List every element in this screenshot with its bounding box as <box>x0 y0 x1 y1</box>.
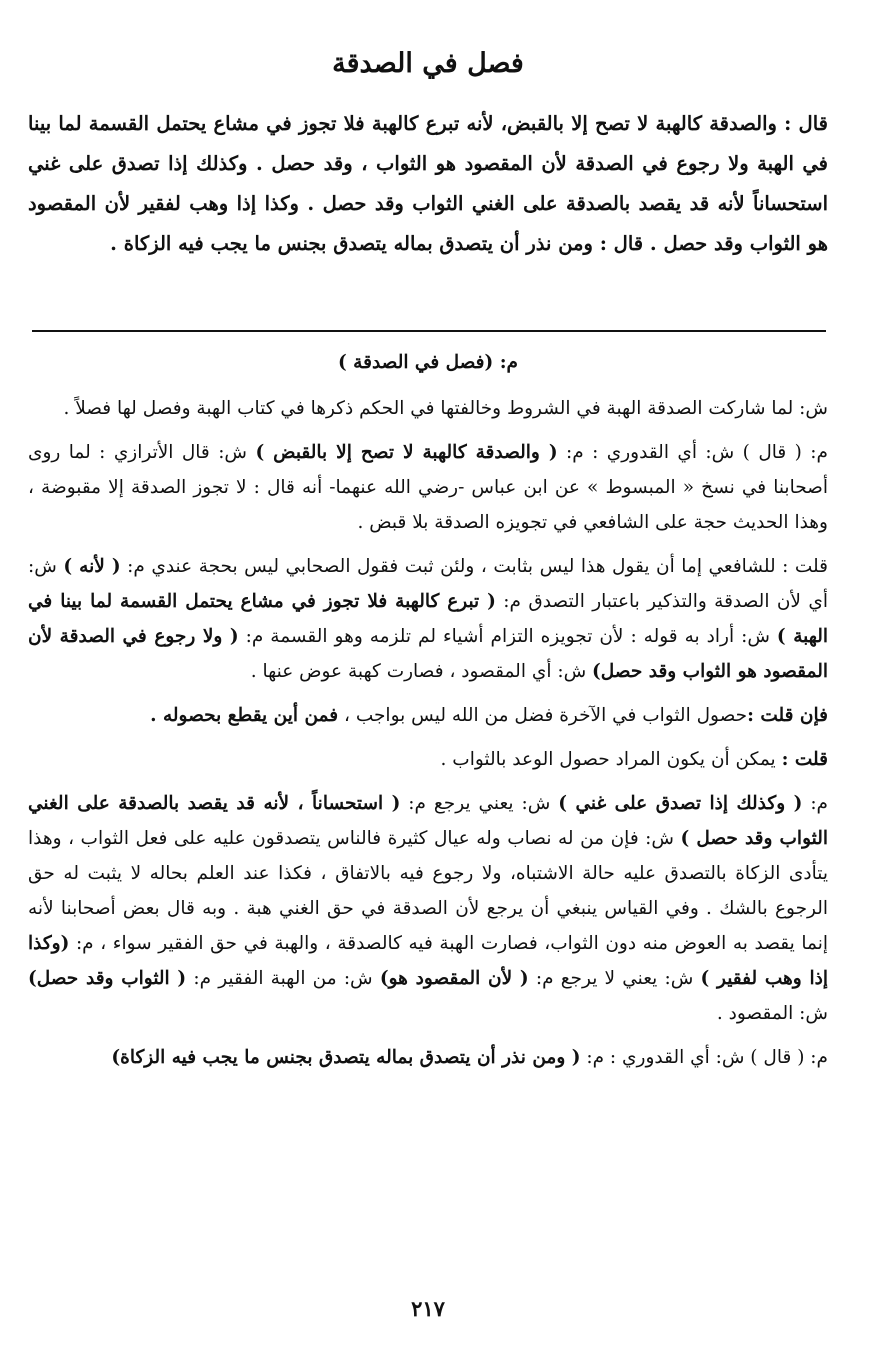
page-number: ٢١٧ <box>411 1296 445 1321</box>
commentary-text: ش: أي المقصود ، فصارت كهبة عوض عنها . <box>250 661 593 682</box>
quoted-matn: (وكذا إذا وهب لفقير ) <box>28 933 828 989</box>
commentary-text: ش: يعني يرجع م: <box>400 793 559 814</box>
commentary-text: ش: يعني لا يرجع م: <box>528 968 701 989</box>
commentary-text: قلت : للشافعي إما أن يقول هذا ليس بثابت ، ولئن ثبت فقول الصحابي ليس بحجة عندي م: <box>120 556 828 577</box>
quoted-matn: ( تبرع كالهبة فلا تجوز في مشاع يحتمل القسمة لما بينا في الهبة ) <box>28 591 829 647</box>
chapter-title: فصل في الصدقة <box>332 48 524 79</box>
quoted-matn: ( الثواب وقد حصل) <box>28 968 187 989</box>
quoted-matn: ( ولا رجوع في الصدقة لأن المقصود هو الثواب وقد حصل) <box>28 626 828 682</box>
commentary-text: م: ( قال ) ش: أي القدوري : م: <box>580 1047 828 1068</box>
question-label: فإن قلت : <box>747 705 828 726</box>
commentary-text: م: ( قال ) ش: أي القدوري : م: <box>557 442 828 463</box>
commentary-paragraph <box>28 698 828 733</box>
quoted-matn: ( ومن نذر أن يتصدق بماله يتصدق بجنس ما يجب فيه الزكاة) <box>111 1047 581 1068</box>
quoted-matn: ( والصدقة كالهبة لا تصح إلا بالقبض ) <box>255 442 558 463</box>
commentary-block <box>28 345 828 1084</box>
commentary-paragraph <box>28 742 828 777</box>
commentary-paragraph <box>28 391 828 426</box>
commentary-text: ش: قال الأترازي : لما روى أصحابنا في نسخ « المبسوط » عن ابن عباس -رضي الله عنهما- أنه قال : لا تجوز الصدقة إلا مقبوضة ، وهذا الحديث حجة على الشافعي في تجويزه الصدقة بلا قبض . <box>28 442 828 533</box>
answer-label: قلت : <box>781 749 828 770</box>
quoted-matn: ( استحساناً ، لأنه قد يقصد بالصدقة على الغني الثواب وقد حصل ) <box>28 793 828 849</box>
commentary-paragraph <box>28 1040 828 1075</box>
commentary-text: ش: لما شاركت الصدقة الهبة في الشروط وخالفتها في الحكم ذكرها في كتاب الهبة وفصل لها فصلاً . <box>63 398 828 419</box>
commentary-paragraph <box>28 786 828 1031</box>
commentary-text: حصول الثواب في الآخرة فضل من الله ليس بواجب ، <box>338 705 748 726</box>
commentary-text: ش: من الهبة الفقير م: <box>186 968 380 989</box>
commentary-text: ش: المقصود . <box>716 1003 828 1024</box>
commentary-text: م: <box>802 793 829 814</box>
commentary-text: ش: فإن من له نصاب وله عيال كثيرة فالناس يتصدقون عليه على فعل الثواب ، وهذا يتأدى الزكاة بالتصدق عليه حالة الاشتباه، ولا رجوع فيه بالاتفاق ، فكذا عند العلم بحاله لا يثبت له حق الرجوع بالشك . وفي القياس ينبغي أن يرجع لأن الصدقة في حق الغني هبة . وبه قال بعض أصحابنا لأنه إنما يقصد به العوض منه دون الثواب، فصارت الهبة فيه كالصدقة ، والهبة في حق الفقير سواء ، م: <box>28 828 828 954</box>
commentary-text: ش: أي لأن الصدقة والتذكير باعتبار التصدق م: <box>28 556 828 612</box>
commentary-text: يمكن أن يكون المراد حصول الوعد بالثواب . <box>440 749 782 770</box>
commentary-paragraph <box>28 435 828 540</box>
quoted-matn: ( لأنه ) <box>63 556 121 577</box>
commentary-paragraph <box>28 549 828 689</box>
section-divider <box>32 330 826 332</box>
book-page <box>28 0 828 1371</box>
quoted-matn: ( لأن المقصود هو) <box>379 968 529 989</box>
commentary-heading: م: (فصل في الصدقة ) <box>337 352 518 373</box>
commentary-text: ش: أراد به قوله : لأن تجويزه التزام أشياء لم تلزمه وهو القسمة م: <box>238 626 777 647</box>
quoted-matn: ( وكذلك إذا تصدق على غني ) <box>558 793 803 814</box>
main-text-matn: قال : والصدقة كالهبة لا تصح إلا بالقبض، لأنه تبرع كالهبة فلا تجوز في مشاع يحتمل القسمة لما بينا في الهبة ولا رجوع في الصدقة لأن المقصود هو الثواب ، وقد حصل . وكذلك إذا تصدق على غني استحساناً لأنه قد يقصد بالصدقة على الغني الثواب وقد حصل . وكذا إذا وهب لفقير لأن المقصود هو الثواب وقد حصل . قال : ومن نذر أن يتصدق بماله يتصدق بجنس ما يجب فيه الزكاة . <box>28 112 828 255</box>
commentary-text-bold: فمن أين يقطع بحصوله . <box>150 705 339 726</box>
